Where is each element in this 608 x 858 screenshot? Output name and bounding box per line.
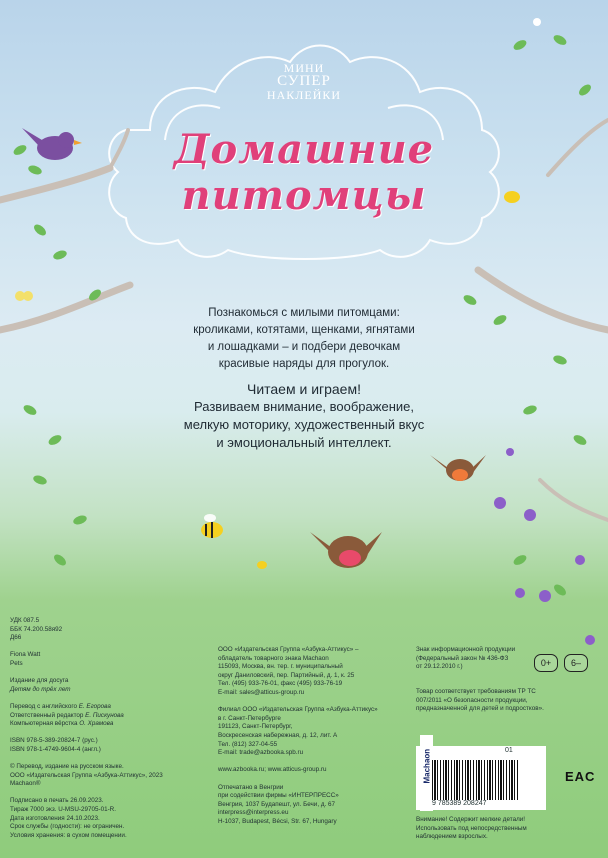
book-title-line-2: питомцы	[181, 172, 427, 219]
branch-line: 191123, Санкт-Петербург,	[218, 723, 293, 731]
tr-line: Товар соответствует требованиям ТР ТС	[416, 688, 536, 695]
brown-bird-large	[310, 532, 382, 568]
intro-text	[180, 305, 428, 373]
layout-name: О. Храмова	[79, 720, 114, 728]
barcode-digits: 9 785389 208247	[432, 800, 487, 807]
book-title-line-1: Домашние	[173, 126, 435, 173]
intro-line: и лошадками – и подбери девочкам	[207, 341, 401, 353]
udk-code: УДК 087.5	[10, 617, 40, 624]
barcode-addon: 01	[505, 747, 513, 754]
flowers	[494, 448, 595, 645]
copyright-line: © Перевод, издание на русском языке.	[10, 763, 124, 771]
copyright-line: Machaon®	[10, 780, 41, 788]
series-logo	[256, 62, 352, 101]
original-author: Fiona Watt	[10, 651, 41, 659]
print-info-line: Тираж 7000 экз. U-MSU-29705-01-R.	[10, 806, 116, 814]
branch-line: Тел. (812) 327-04-55	[218, 740, 278, 748]
series-line-3: НАКЛЕЙКИ	[266, 88, 342, 102]
series-line-1: МИНИ	[283, 61, 325, 75]
print-info-line: Условия хранения: в сухом помещении.	[10, 831, 127, 839]
brown-bird-small	[430, 455, 486, 481]
branch-line: Воскресенская набережная, д. 12, лит. А	[218, 731, 338, 739]
age-badge-6: 6–	[564, 654, 588, 672]
warning-line: Использовать под непосредственным	[416, 824, 527, 832]
age-badge-0plus: 0+	[534, 654, 558, 672]
website-links: www.azbooka.ru; www.atticus-group.ru	[218, 766, 327, 774]
edition-type: Издание для досуга	[10, 677, 69, 685]
branch-line: в г. Санкт-Петербурге	[218, 714, 281, 722]
print-info-line: Дата изготовления 24.10.2023.	[10, 814, 100, 822]
print-info-line: Подписано в печать 26.09.2023.	[10, 797, 104, 805]
warning-line: наблюдением взрослых.	[416, 833, 488, 841]
translator-label: Перевод с английского	[10, 702, 79, 710]
original-title: Pets	[10, 659, 23, 667]
lead-line: и эмоциональный интеллект.	[216, 435, 392, 450]
lead-line: Развиваем внимание, воображение,	[194, 399, 414, 414]
lead-text	[150, 380, 458, 452]
tr-line: 007/2011 «О безопасности продукции,	[416, 696, 528, 704]
eac-mark: EAC	[565, 769, 596, 784]
lead-line: мелкую моторику, художественный вкус	[183, 417, 425, 432]
intro-line: кроликами, котятами, щенками, ягнятами	[193, 324, 415, 336]
info-sign-line: от 29.12.2010 г.)	[416, 663, 463, 671]
purple-bird	[22, 128, 82, 160]
copyright-line: ООО «Издательская Группа «Азбука-Аттикус», 2023	[10, 771, 163, 779]
printed-line: при содействии фирмы «ИНТЕРПРЕСС»	[218, 792, 339, 800]
info-sign-line: Знак информационной продукции	[416, 646, 516, 653]
branch-line: E-mail: trade@azbooka.spb.ru	[218, 749, 304, 757]
isbn-ru: ISBN 978-5-389-20824-7 (рус.)	[10, 737, 98, 745]
intro-line: красивые наряды для прогулок.	[218, 358, 390, 370]
age-note: Детям до трёх лет	[10, 685, 71, 693]
printed-line: H-1037, Budapest, Bécsi, Str. 67, Hungary	[218, 817, 337, 825]
editor-label: Ответственный редактор	[10, 711, 86, 719]
series-line-2: СУПЕР	[277, 73, 331, 89]
editor-name: Е. Пискунова	[85, 711, 124, 719]
warning-line: Внимание! Содержит мелкие детали!	[416, 816, 526, 823]
tr-ts-text	[416, 688, 544, 714]
machaon-logo: Machaon	[422, 748, 432, 784]
info-sign-line: (Федеральный закон № 436-ФЗ	[416, 654, 509, 662]
tr-line: предназначенной для детей и подростков».	[416, 705, 544, 713]
printed-line: interpress@interpress.eu	[218, 809, 289, 817]
bbk-code: ББК 74.200.58я92	[10, 625, 63, 633]
imprint-left	[10, 617, 163, 840]
translator-name: Е. Егорова	[78, 702, 111, 710]
intro-line: Познакомься с милыми питомцами:	[208, 307, 400, 319]
publisher-line: ООО «Издательская Группа «Азбука-Аттикус» –	[218, 646, 359, 653]
lead-heading: Читаем и играем!	[246, 381, 361, 397]
isbn-en: ISBN 978-1-4749-9604-4 (англ.)	[10, 745, 101, 753]
layout-label: Компьютерная вёрстка	[10, 720, 80, 728]
info-sign-text	[416, 646, 515, 672]
printed-line: Отпечатано в Венгрии	[218, 783, 284, 791]
publisher-line: обладатель товарного знака Machaon	[218, 654, 329, 662]
publisher-line: E-mail: sales@atticus-group.ru	[218, 688, 305, 696]
publisher-line: Тел. (495) 933-76-01, факс (495) 933-76-19	[218, 680, 343, 688]
warning-text	[416, 816, 527, 842]
print-info-line: Срок службы (годности): не ограничен.	[10, 823, 125, 831]
author-mark: Д66	[10, 634, 22, 642]
publisher-line: округ Даниловский, пер. Партийный, д. 1, к. 25	[218, 671, 355, 679]
branch-line: Филиал ООО «Издательская Группа «Азбука-Аттикус»	[218, 706, 378, 714]
imprint-middle	[218, 646, 378, 826]
barcode	[432, 760, 518, 800]
printed-line: Венгрия, 1037 Будапешт, ул. Бечи, д. 67	[218, 800, 336, 808]
publisher-line: 115093, Москва, вн. тер. г. муниципальный	[218, 663, 343, 671]
